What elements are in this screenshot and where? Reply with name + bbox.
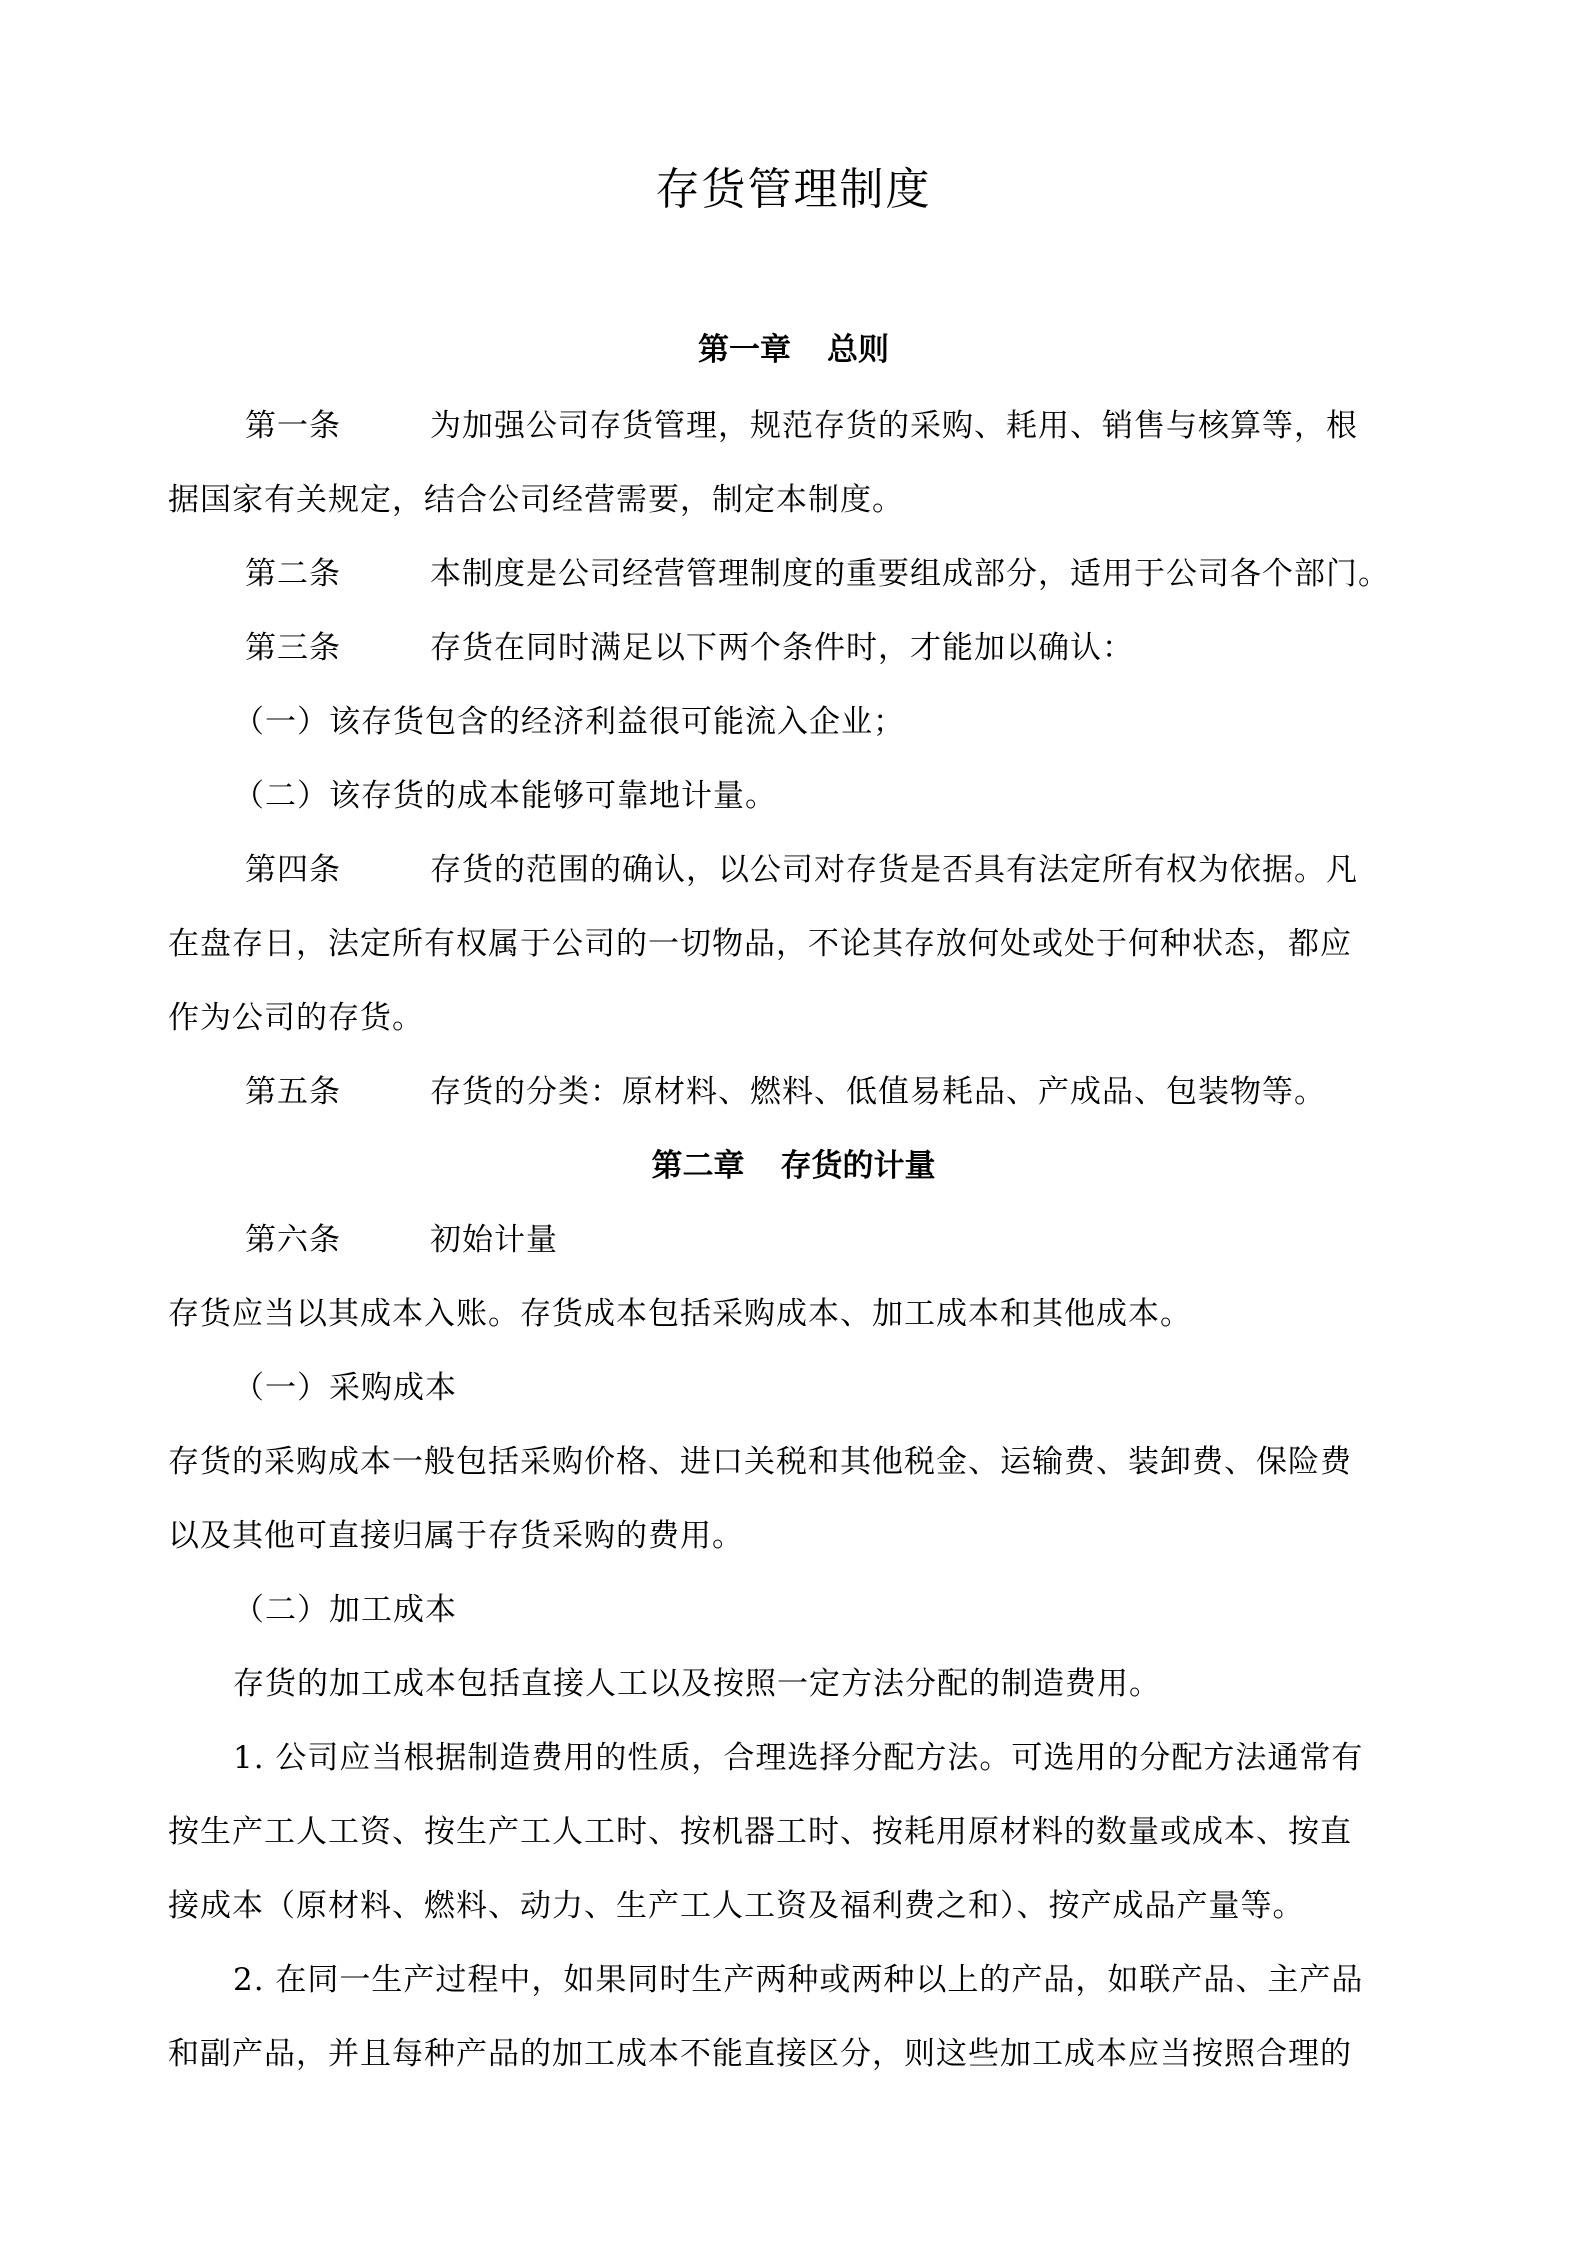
article-3-line [245,626,1515,670]
chapter-heading [0,1144,1587,1188]
article-4-continuation: 在盘存日，法定所有权属于公司的一切物品，不论其存放何处或处于何种状态，都应 [168,926,1352,962]
article-text: 本制度是公司经营管理制度的重要组成部分，适用于公司各个部门。 [430,556,1390,592]
chapter-heading [0,328,1587,372]
article-4-continuation: 作为公司的存货。 [168,1000,424,1036]
article-label: 第三条 [245,630,341,666]
article-text: 存货在同时满足以下两个条件时，才能加以确认： [430,630,1134,666]
list-item: （二）该存货的成本能够可靠地计量。 [233,778,777,814]
chapter-label: 第二章 [651,1148,745,1184]
article-1-continuation: 据国家有关规定，结合公司经营需要，制定本制度。 [168,482,904,518]
numbered-item: 1. 公司应当根据制造费用的性质，合理选择分配方法。可选用的分配方法通常有 [233,1740,1364,1776]
article-2-line [245,552,1515,596]
paragraph: 和副产品，并且每种产品的加工成本不能直接区分，则这些加工成本应当按照合理的 [168,2036,1352,2072]
article-text: 为加强公司存货管理，规范存货的采购、耗用、销售与核算等，根 [430,408,1358,444]
section-heading: （一）采购成本 [233,1370,457,1406]
article-6-line [245,1218,1515,1262]
article-label: 第六条 [245,1222,341,1258]
article-1-line [245,404,1515,448]
paragraph: 存货的采购成本一般包括采购价格、进口关税和其他税金、运输费、装卸费、保险费 [168,1444,1352,1480]
article-text: 存货的分类：原材料、燃料、低值易耗品、产成品、包装物等。 [430,1074,1326,1110]
article-label: 第二条 [245,556,341,592]
article-4-line [245,848,1515,892]
section-heading: （二）加工成本 [233,1592,457,1628]
chapter-label: 第一章 [698,332,791,368]
numbered-item: 2. 在同一生产过程中，如果同时生产两种或两种以上的产品，如联产品、主产品 [233,1962,1364,1998]
chapter-name: 总则 [827,332,889,368]
article-text: 存货的范围的确认，以公司对存货是否具有法定所有权为依据。凡 [430,852,1358,888]
article-label: 第五条 [245,1074,341,1110]
paragraph: 存货应当以其成本入账。存货成本包括采购成本、加工成本和其他成本。 [168,1296,1192,1332]
article-label: 第一条 [245,408,341,444]
article-text: 初始计量 [430,1222,558,1258]
list-item: （一）该存货包含的经济利益很可能流入企业； [233,704,905,740]
paragraph: 按生产工人工资、按生产工人工时、按机器工时、按耗用原材料的数量或成本、按直 [168,1814,1352,1850]
chapter-name: 存货的计量 [780,1148,936,1184]
paragraph: 接成本（原材料、燃料、动力、生产工人工资及福利费之和）、按产成品产量等。 [168,1888,1305,1924]
article-label: 第四条 [245,852,341,888]
article-5-line [245,1070,1515,1114]
paragraph: 以及其他可直接归属于存货采购的费用。 [168,1518,744,1554]
paragraph: 存货的加工成本包括直接人工以及按照一定方法分配的制造费用。 [233,1666,1161,1702]
document-title: 存货管理制度 [655,164,932,215]
